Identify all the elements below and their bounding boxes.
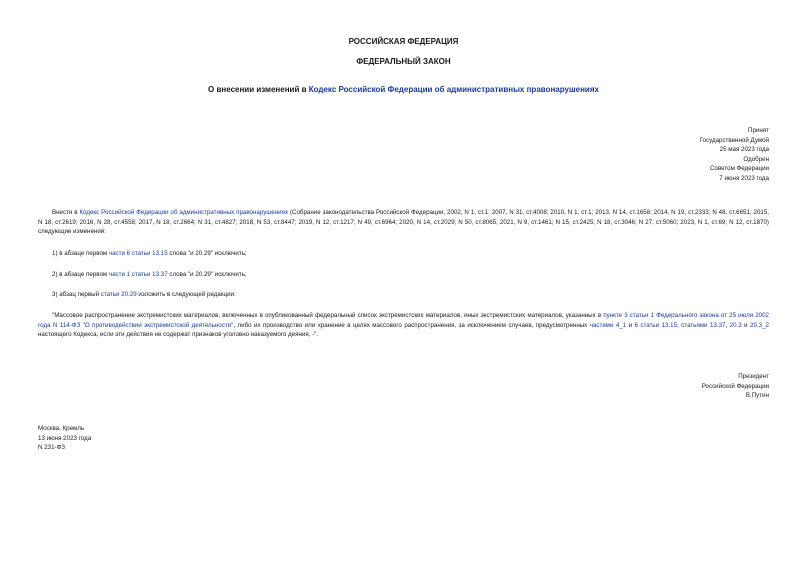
text: и: [741, 321, 751, 329]
text: 3) абзац первый: [52, 291, 101, 298]
text: слова "и 20.29" исключить;: [167, 250, 247, 257]
federal-law-link[interactable]: пункте 3 статьи 1 Федерального закона от 25 июля 2002 года N 114-ФЗ "О противодействии экстремистской деятельности": [38, 312, 769, 329]
article-link[interactable]: 6 статьи 13.15: [634, 321, 678, 329]
adoption-block: [700, 126, 769, 184]
signature-line: В.Путин: [745, 392, 769, 400]
adoption-line: Одобрен: [743, 155, 769, 163]
adoption-line: Принят: [748, 127, 769, 134]
law-title-link[interactable]: Кодекс Российской Федерации об административных правонарушениях: [308, 85, 599, 94]
law-title-prefix: О внесении изменений в: [208, 85, 309, 94]
text: ,: [725, 321, 730, 329]
signature-line: Российской Федерации: [701, 382, 769, 390]
article-link[interactable]: части 1 статьи 13.37: [108, 271, 168, 278]
text: слова "и 20.29" исключить;: [167, 271, 247, 278]
article-link[interactable]: 20.3_2: [750, 321, 769, 329]
koap-link[interactable]: Кодекс Российской Федерации об административных правонарушениях: [79, 209, 289, 216]
law-type-heading: ФЕДЕРАЛЬНЫЙ ЗАКОН: [356, 57, 451, 66]
paragraph-item-2: [38, 270, 769, 280]
date-line: 13 июня 2023 года: [38, 434, 92, 442]
law-title: [38, 84, 769, 96]
paragraph-item-1: [38, 249, 769, 259]
article-link[interactable]: статьями 13.37: [681, 321, 726, 329]
text: Внести в: [52, 209, 80, 216]
article-link[interactable]: части 6 статьи 13.15: [108, 250, 168, 257]
text: изложить в следующей редакции:: [136, 291, 236, 298]
adoption-line: Советом Федерации: [710, 165, 769, 173]
text: 1) в абзаце первом: [52, 250, 109, 257]
paragraph-new-wording: [38, 311, 769, 340]
text: , либо их производство или хранение в целях массового распространения, за исключением случаев, предусмотренных: [233, 321, 590, 329]
article-link[interactable]: статьи 20.29: [100, 291, 137, 298]
text: и: [626, 321, 635, 329]
law-number: N 231-ФЗ: [38, 444, 66, 452]
adoption-line: 7 июня 2023 года: [719, 175, 769, 183]
signature-line: Президент: [738, 373, 769, 380]
country-heading: РОССИЙСКАЯ ФЕДЕРАЦИЯ: [348, 37, 459, 46]
text: "Массовое распространение экстремистских материалов, включенных в опубликованный федеральный список экстремистских материалов, иных экстремистских материалов, указанных в: [52, 312, 604, 319]
adoption-line: Государственной Думой: [699, 136, 769, 144]
article-link[interactable]: 20.3: [729, 321, 742, 329]
adoption-line: 25 мая 2023 года: [719, 146, 769, 154]
paragraph-intro: [38, 208, 769, 237]
article-link[interactable]: частями 4_1: [589, 321, 627, 329]
place-date-block: [38, 424, 91, 453]
text: настоящего Кодекса, если эти действия не содержат признаков уголовно наказуемого деяния, -".: [38, 331, 319, 339]
text: ,: [677, 321, 682, 329]
paragraph-item-3: [38, 290, 769, 300]
signature-block: [702, 372, 769, 401]
document-page: [38, 0, 769, 571]
text: 2) в абзаце первом: [52, 271, 109, 278]
text: (Собрание законодательства Российской Федерации, 2002, N 1, ст.1; 2007, N 31, ст.4008; 2010, N 1, ст.1; 2013, N 14, ст.1658; 2014, N 19, ст.2333; N 48, ст.6651; 2015, N 18, ст.2619; 2016, N 28, ст.4558; 2017, N 18, ст.2664; N 31, ст.4827; 2018, N 53, ст.8447; 2019, N 12, ст.1217; N 49, ст.6964; 2020, N 14, ст.2029; N 50, ст.8065; 2021, N 9, ст.1461; N 15, ст.2425; N 18, ст.3046; N 27, ст.5060; 2023, N 1, ст.69; N 12, ст.1870) следующие изменения:: [38, 209, 769, 236]
place-line: Москва, Кремль: [38, 425, 85, 432]
